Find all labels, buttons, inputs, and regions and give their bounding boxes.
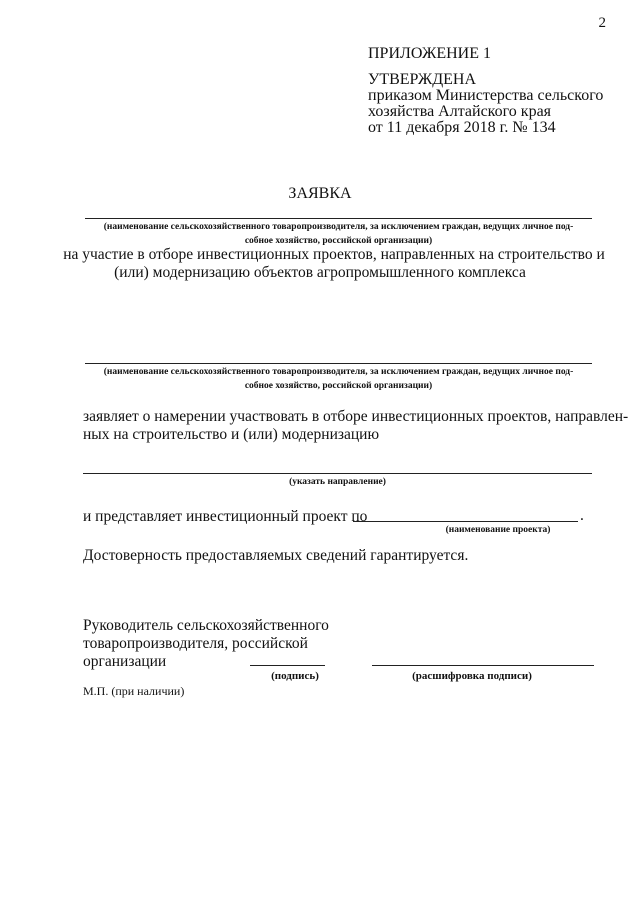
approval-block (368, 72, 603, 136)
approval-line: хозяйства Алтайского края (368, 103, 552, 120)
head-title-line: организации (83, 653, 167, 670)
producer-caption-2 (80, 365, 597, 393)
caption-line: (наименование сельскохозяйственного товаропроизводителя, за исключением граждан, ведущих личное под- (103, 222, 574, 232)
head-title (83, 617, 329, 671)
project-period: . (580, 507, 584, 524)
head-title-line: Руководитель сельскохозяйственного (83, 617, 329, 634)
decoding-line[interactable] (372, 665, 594, 666)
project-caption: (наименование проекта) (445, 525, 551, 535)
project-text: и представляет инвестиционный проект по (83, 508, 368, 525)
declaration-line: заявляет о намерении участвовать в отборе инвестиционных проектов, направлен- (83, 408, 629, 425)
producer-caption-1 (80, 220, 597, 248)
page-number: 2 (598, 15, 606, 31)
signature-line[interactable] (250, 665, 325, 666)
appendix-title: ПРИЛОЖЕНИЕ 1 (368, 45, 492, 62)
purpose-line: на участие в отборе инвестиционных проектов, направленных на строительство и (63, 246, 605, 263)
reliability-statement: Достоверность предоставляемых сведений гарантируется. (83, 547, 469, 564)
form-title: ЗАЯВКА (288, 185, 352, 202)
approval-line: приказом Министерства сельского (368, 87, 604, 104)
direction-line[interactable] (83, 473, 592, 474)
direction-caption: (указать направление) (289, 477, 386, 487)
caption-line: (наименование сельскохозяйственного товаропроизводителя, за исключением граждан, ведущих личное под- (103, 367, 574, 377)
declaration-line: ных на строительство и (или) модернизацию (83, 426, 380, 443)
purpose-line: (или) модернизацию объектов агропромышленного комплекса (114, 264, 526, 281)
head-title-line: товаропроизводителя, российской (83, 635, 308, 652)
approval-line: от 11 декабря 2018 г. № 134 (368, 119, 556, 136)
producer-name-line-2[interactable] (85, 363, 592, 364)
purpose-text (0, 246, 640, 282)
caption-line: собное хозяйство, российской организации) (244, 381, 433, 391)
producer-name-line-1[interactable] (85, 218, 592, 219)
approval-line: УТВЕРЖДЕНА (368, 71, 477, 88)
signature-caption: (подпись) (271, 670, 319, 682)
decoding-caption: (расшифровка подписи) (412, 670, 532, 682)
caption-line: собное хозяйство, российской организации) (244, 236, 433, 246)
stamp-note: М.П. (при наличии) (83, 684, 185, 698)
declaration-text (83, 408, 628, 444)
project-name-line[interactable] (353, 521, 578, 522)
